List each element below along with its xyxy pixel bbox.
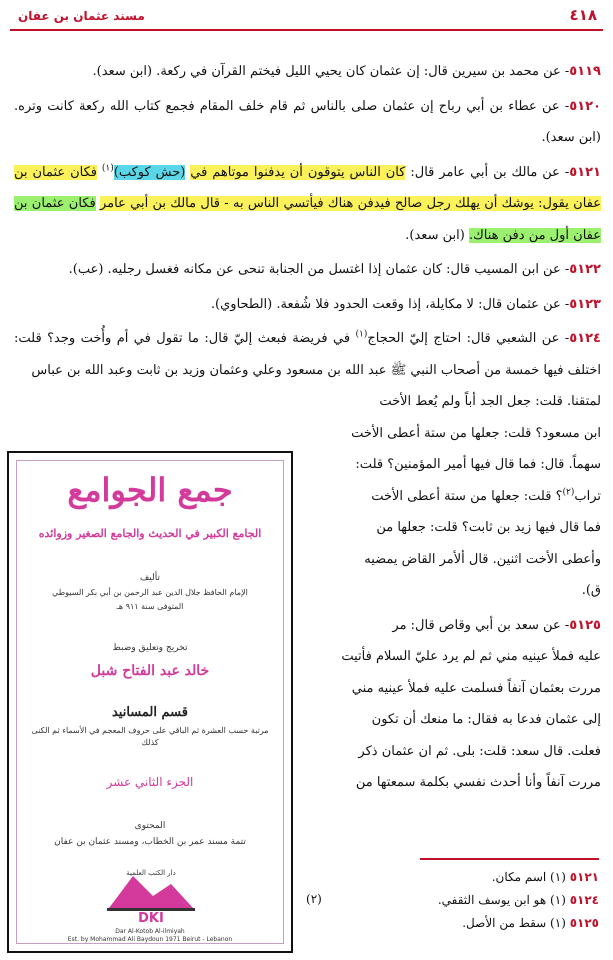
publisher-logo xyxy=(101,868,201,924)
entry-text: ق). xyxy=(581,583,601,598)
footnote-index: (٢) xyxy=(306,892,322,906)
author-dates: المتوفى سنة ٩١١ هـ xyxy=(116,602,184,611)
entry-text: سهماً. قال: فما قال فيها أمير المؤمنين؟ قلت: xyxy=(355,457,601,472)
footnote-ref: (١) xyxy=(355,329,368,340)
footnote-index: (١) xyxy=(550,916,566,930)
highlight-green: فكان عثمان بن عفان أول من دفن هناك. xyxy=(14,196,601,243)
entry-text: إلى عثمان فدعا به فقال: ما منعك أن تكون xyxy=(371,712,601,727)
entry-5123 xyxy=(14,289,601,321)
contents-label: المحتوى xyxy=(134,821,166,831)
entry-5119 xyxy=(14,56,601,88)
entry-text: في فريضة فبعث إليّ قال: ما تقول في أم وأُخت وجد؟ قلت: اختلف فيها خمسة من أصحاب النبي ﷺ عبد الله بن مسعود وعلي وعثمان وزيد بن ثابت وعبد الله بن عباس xyxy=(14,331,601,378)
entry-text: - عن محمد بن سيرين قال: إن عثمان كان يحيي الليل فيختم القرآن في ركعة. (ابن سعد). xyxy=(92,64,570,79)
footnote-text: هو ابن يوسف الثقفي. xyxy=(437,893,547,907)
highlight-cyan: (حش كوكب) xyxy=(113,164,186,180)
publisher-address: Est. by Mohammad Ali Baydoun 1971 Beirut - Lebanon xyxy=(67,936,233,943)
editor-name: خالد عبد الفتاح شبل xyxy=(90,663,210,679)
entry-5120 xyxy=(14,91,601,154)
footnote-number: ٥١٢٥ xyxy=(569,916,599,930)
entry-text: فما قال فيها زيد بن ثابت؟ قلت: جعلها من xyxy=(376,520,601,535)
source-ref: (ابن سعد). xyxy=(405,227,469,243)
entry-text: - عن مالك بن أبي عامر قال: xyxy=(405,164,570,180)
footnote-text: سقط من الأصل. xyxy=(462,916,547,930)
entry-number: ٥١٢٠ xyxy=(569,98,601,114)
publisher-info xyxy=(9,928,291,944)
entry-text: - عن عطاء بن أبي رباح إن عثمان صلى بالناس ثم قام خلف المقام فجمع كتاب الله ركعة كانت وتره. (ابن سعد). xyxy=(14,98,601,145)
editing-label: تخريج وتعليق وضبط xyxy=(112,643,188,653)
entry-text: - عن عثمان قال: لا مكايلة، إذا وقعت الحدود فلا شُفعة. (الطحاوي). xyxy=(210,296,570,312)
book-cover xyxy=(7,451,293,953)
header-rule xyxy=(10,29,603,31)
footnote-rule xyxy=(420,858,599,860)
contents-text: تتمة مسند عمر بن الخطاب، ومسند عثمان بن عفان xyxy=(54,837,246,847)
footnote-number: ٥١٢٤ xyxy=(569,893,599,907)
page-number: ٤١٨ xyxy=(569,6,597,24)
footnote-text: اسم مكان. xyxy=(491,870,547,884)
entry-text: تراب xyxy=(574,488,601,504)
footnote-index: (١) xyxy=(550,893,566,907)
publisher-name-ar: دار الكتب العلمية xyxy=(126,869,176,877)
volume-label: الجزء الثاني عشر xyxy=(106,775,194,789)
section-note: مرتبة حسب العشرة ثم الباقي على حروف المعجم في الأسماء ثم الكنى كذلك xyxy=(31,726,269,747)
cover-subtitle: الجامع الكبير في الحديث والجامع الصغير وزوائده xyxy=(38,527,262,540)
entry-text: - عن الشعبي قال: احتاج إليّ الحجاج xyxy=(367,331,570,346)
entry-number: ٥١١٩ xyxy=(569,64,601,79)
running-title: مسند عثمان بن عفان xyxy=(18,9,145,23)
entry-5122 xyxy=(14,254,601,286)
entry-text: - عن سعد بن أبي وقاص قال: مر xyxy=(392,617,570,633)
entry-text: وأعطى الأخت اثنين. قال ألأمر القاض يمضيه xyxy=(364,551,601,567)
footnote-ref: (٢) xyxy=(562,487,575,498)
entry-text: مررت بعثمان آنفاً فسلمت عليه فملأ عينيه مني xyxy=(351,680,601,696)
entry-text: مررت آنفاً وأنا أحدث نفسي بكلمة سمعتها من xyxy=(355,775,601,790)
footnote-number: ٥١٢١ xyxy=(569,870,599,884)
footnote-index: (١) xyxy=(550,870,566,884)
author-name: الإمام الحافظ جلال الدين عبد الرحمن بن أبي بكر السيوطي xyxy=(52,588,248,597)
highlight-yellow: كان الناس يتوقون أن يدفنوا موتاهم في xyxy=(190,164,406,180)
entry-5121 xyxy=(14,157,601,252)
highlight-yellow: فكان عثمان بن عفان يقول: يوشك أن يهلك رجل صالح فيدفن هناك فيأتسي الناس به - قال مالك بن أبي عامر xyxy=(14,164,601,211)
entry-number: ٥١٢٣ xyxy=(569,296,601,312)
entry-text: - عن ابن المسيب قال: كان عثمان إذا اغتسل من الجنابة تنحى عن مكانه فغسل رجليه. (عب). xyxy=(68,262,570,277)
section-title: قسم المسانيد xyxy=(111,705,188,720)
cover-title: جمع الجوامع xyxy=(67,471,233,509)
entry-text: عليه فملأ عينيه مني ثم لم يرد عليّ السلام فأتيت xyxy=(341,649,601,664)
entry-text: لمتقنا. قلت: جعل الجد أباً ولم يُعط الأخت xyxy=(379,394,601,409)
entry-text: ابن مسعود؟ قلت: جعلها من ستة أعطى الأخت xyxy=(351,425,601,441)
publisher-name-en: Dar Al-Kotob Al-ilmiyah xyxy=(115,928,185,935)
entry-text: فعلت. قال سعد: قلت: بلى. ثم ان عثمان ذكر xyxy=(358,743,601,759)
entry-number: ٥١٢٥ xyxy=(569,617,601,633)
author-label: تأليف xyxy=(139,573,161,583)
entry-number: ٥١٢٢ xyxy=(569,262,601,277)
footnote-ref: (١) xyxy=(101,163,114,174)
entry-text: ؟ قلت: جعلها من ستة أعطى الأخت xyxy=(371,488,563,504)
publisher-abbr: DKI xyxy=(138,911,164,926)
entry-number: ٥١٢٤ xyxy=(569,331,601,346)
page-header xyxy=(10,2,603,32)
entry-number: ٥١٢١ xyxy=(569,164,601,180)
